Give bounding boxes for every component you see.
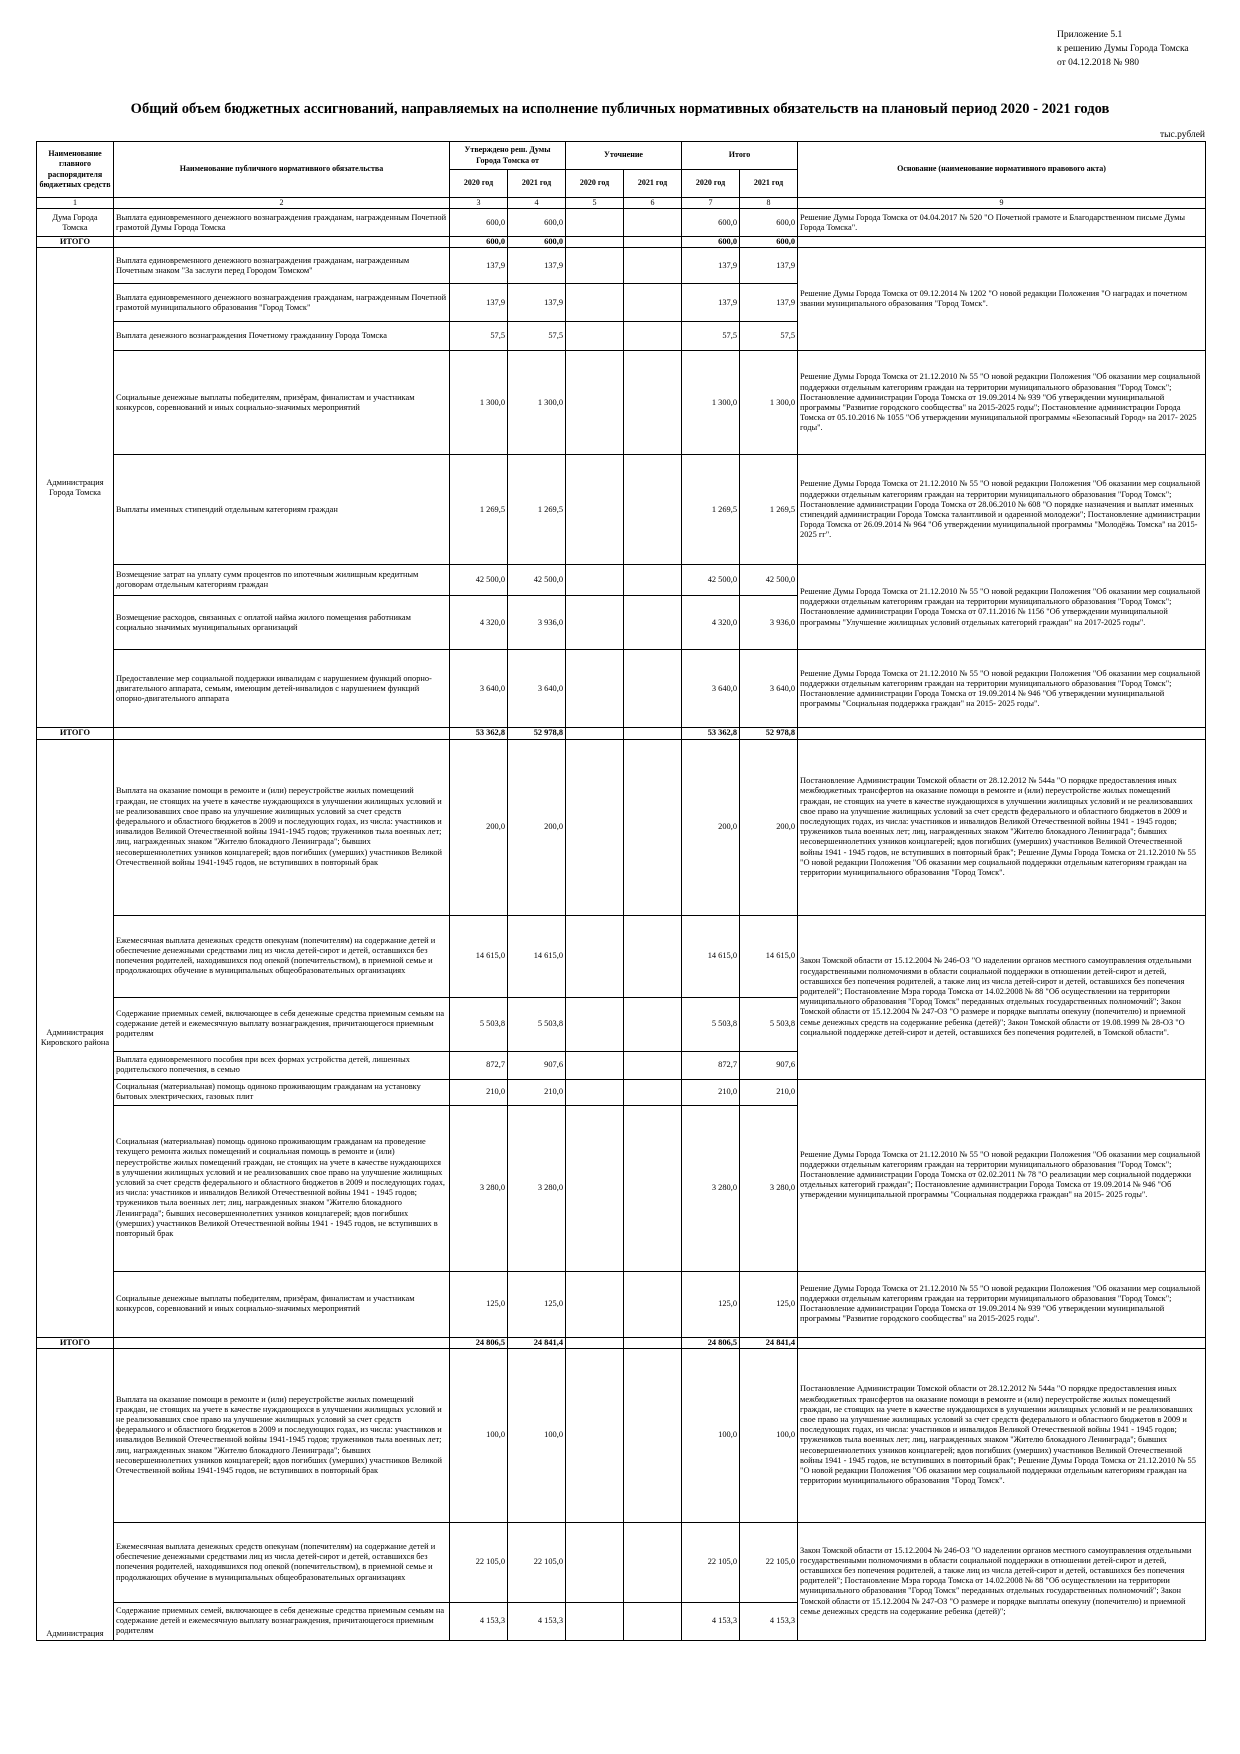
approved-2020: 125,0 xyxy=(450,1271,508,1337)
total-2020: 1 269,5 xyxy=(682,455,740,565)
total-2020: 600,0 xyxy=(682,209,740,237)
approved-2021: 1 269,5 xyxy=(508,455,566,565)
approved-2021: 907,6 xyxy=(508,1051,566,1079)
obligation-name: Социальные денежные выплаты победителям, призёрам, финалистам и участникам конкурсов, соревнований и иных социально-значимых мероприятий xyxy=(114,351,450,455)
header-clarification: Уточнение xyxy=(566,142,682,170)
column-number: 9 xyxy=(798,198,1206,209)
sum-total-2021: 52 978,8 xyxy=(740,728,798,739)
column-number: 8 xyxy=(740,198,798,209)
header-total: Итого xyxy=(682,142,798,170)
header-year: 2020 год xyxy=(566,170,624,198)
column-number: 3 xyxy=(450,198,508,209)
total-2020: 22 105,0 xyxy=(682,1522,740,1602)
basis-text: Постановление Администрации Томской области от 28.12.2012 № 544а "О порядке предоставления иных межбюджетных трансфертов на оказание помощи в ремонте и (или) переустройстве жилых помещений граждан, не стоящих на учете в качестве нуждающихся в улучшении жилищных условий и не реализовавших свое право на улучшение жилищных условий за счет средств федерального и областного бюджетов в 2009 и последующих годах, из числа: участников и инвалидов Великой Отечественной войны 1941 - 1945 годов; тружеников тыла военных лет; лиц, награжденных знаком "Жителю блокадного Ленинграда"; бывших несовершеннолетних узников концлагерей; вдов погибших (умерших) участников Великой Отечественной войны 1941 - 1945 годов, не вступивших в повторный брак"; Решение Думы Города Томска от 21.12.2010 № 55 "О новой редакции Положения "Об оказании мер социальной поддержки отдельным категориям граждан на территории муниципального образования "Город Томск". xyxy=(798,739,1206,915)
total-2021: 42 500,0 xyxy=(740,565,798,596)
sum-approved-2020: 600,0 xyxy=(450,237,508,248)
sum-total-2020: 53 362,8 xyxy=(682,728,740,739)
org-name: Дума Города Томска xyxy=(37,209,114,237)
obligation-name: Социальная (материальная) помощь одиноко проживающим гражданам на проведение текущего ремонта жилых помещений и социальная помощь в ремонте и (или) переустройстве жилых помещений граждан, не стоящих на учете в качестве нуждающихся в улучшении жилищных условий и не реализовавших свое право на улучшение жилищных условий за счет средств федерального и областного бюджетов в 2009 и последующих годах, из числа: участников и инвалидов Великой Отечественной войны 1941 - 1945 годов; тружеников тыла военных лет; лиц, награжденных знаком "Жителю блокадного Ленинграда"; бывших несовершеннолетних узников концлагерей; вдов погибших (умерших) участников Великой Отечественной войны 1941 - 1945 годов, не вступивших в повторный брак xyxy=(114,1105,450,1271)
total-2020: 210,0 xyxy=(682,1079,740,1105)
total-2021: 14 615,0 xyxy=(740,915,798,997)
obligation-name: Социальная (материальная) помощь одиноко проживающим гражданам на установку бытовых электрических, газовых плит xyxy=(114,1079,450,1105)
column-number: 2 xyxy=(114,198,450,209)
basis-text: Закон Томской области от 15.12.2004 № 246-ОЗ "О наделении органов местного самоуправления отдельными государственными полномочиями в области социальной поддержки в отношении детей-сирот и детей, оставшихся без попечения родителей, а также лиц из числа детей-сирот и детей, оставшихся без попечения родителей"; Постановление Мэра города Томска от 14.02.2008 № 88 "Об осуществлении на территории муниципального образования "Город Томск" переданных отдельных государственных полномочий"; Закон Томской области от 15.12.2004 № 247-ОЗ "О размере и порядке выплаты опекуну (попечителю) и приемной семье денежных средств на содержание ребенка (детей)"; Закон Томской области от 19.08.1999 № 28-ОЗ "О социальной поддержке детей-сирот и детей, оставшихся без попечения родителей, в Томской области". xyxy=(798,915,1206,1079)
approved-2021: 1 300,0 xyxy=(508,351,566,455)
total-2020: 14 615,0 xyxy=(682,915,740,997)
approved-2020: 3 640,0 xyxy=(450,650,508,728)
basis-text: Постановление Администрации Томской области от 28.12.2012 № 544а "О порядке предоставления иных межбюджетных трансфертов на оказание помощи в ремонте и (или) переустройстве жилых помещений граждан, не стоящих на учете в качестве нуждающихся в улучшении жилищных условий и не реализовавших свое право на улучшение жилищных условий за счет средств федерального и областного бюджетов в 2009 и последующих годах, из числа: участников и инвалидов Великой Отечественной войны 1941 - 1945 годов; тружеников тыла военных лет; лиц, награжденных знаком "Жителю блокадного Ленинграда"; бывших несовершеннолетних узников концлагерей; вдов погибших (умерших) участников Великой Отечественной войны 1941 - 1945 годов, не вступивших в повторный брак"; Решение Думы Города Томска от 21.12.2010 № 55 "О новой редакции Положения "Об оказании мер социальной поддержки отдельным категориям граждан на территории муниципального образования "Город Томск". xyxy=(798,1348,1206,1522)
obligation-name: Социальные денежные выплаты победителям, призёрам, финалистам и участникам конкурсов, соревнований и иных социально-значимых мероприятий xyxy=(114,1271,450,1337)
sum-approved-2020: 24 806,5 xyxy=(450,1337,508,1348)
total-2020: 3 280,0 xyxy=(682,1105,740,1271)
total-label: ИТОГО xyxy=(37,237,114,248)
org-name: Администрация xyxy=(37,1348,114,1640)
table-row xyxy=(37,1522,1206,1602)
sum-total-2020: 600,0 xyxy=(682,237,740,248)
total-2020: 57,5 xyxy=(682,322,740,351)
total-2021: 3 280,0 xyxy=(740,1105,798,1271)
org-name: Администрация Города Томска xyxy=(37,248,114,728)
approved-2020: 5 503,8 xyxy=(450,997,508,1051)
approved-2020: 14 615,0 xyxy=(450,915,508,997)
header-year: 2021 год xyxy=(508,170,566,198)
total-2021: 1 269,5 xyxy=(740,455,798,565)
approved-2020: 137,9 xyxy=(450,284,508,322)
total-2021: 3 936,0 xyxy=(740,596,798,650)
total-row xyxy=(37,728,1206,739)
header-obligation: Наименование публичного нормативного обязательства xyxy=(114,142,450,198)
column-number: 6 xyxy=(624,198,682,209)
total-2021: 600,0 xyxy=(740,209,798,237)
total-2020: 872,7 xyxy=(682,1051,740,1079)
total-2020: 1 300,0 xyxy=(682,351,740,455)
obligation-name: Выплата единовременного денежного вознаграждения гражданам, награжденным Почетным знаком "За заслуги перед Городом Томском" xyxy=(114,248,450,284)
total-2020: 5 503,8 xyxy=(682,997,740,1051)
approved-2021: 210,0 xyxy=(508,1079,566,1105)
total-2021: 100,0 xyxy=(740,1348,798,1522)
header-year: 2020 год xyxy=(450,170,508,198)
total-2021: 210,0 xyxy=(740,1079,798,1105)
approved-2020: 600,0 xyxy=(450,209,508,237)
table-row xyxy=(37,650,1206,728)
approved-2020: 210,0 xyxy=(450,1079,508,1105)
table-row xyxy=(37,1348,1206,1522)
obligation-name: Выплата единовременного пособия при всех формах устройства детей, лишенных родительского попечения, в семью xyxy=(114,1051,450,1079)
table-row xyxy=(37,455,1206,565)
total-row xyxy=(37,237,1206,248)
total-2021: 137,9 xyxy=(740,248,798,284)
appendix-note xyxy=(1057,28,1189,70)
approved-2021: 42 500,0 xyxy=(508,565,566,596)
column-number: 1 xyxy=(37,198,114,209)
basis-text: Решение Думы Города Томска от 21.12.2010 № 55 "О новой редакции Положения "Об оказании мер социальной поддержки отдельным категориям граждан на территории муниципального образования "Город Томск"; Постановление администрации Города Томска от 07.11.2016 № 1156 "Об утверждении муниципальной программы "Улучшение жилищных условий отдельных категорий граждан" на 2017-2025 годы". xyxy=(798,565,1206,650)
sum-approved-2021: 24 841,4 xyxy=(508,1337,566,1348)
column-number: 7 xyxy=(682,198,740,209)
total-2021: 57,5 xyxy=(740,322,798,351)
basis-text: Решение Думы Города Томска от 09.12.2014 № 1202 "О новой редакции Положения "О наградах и почетном звании муниципального образования "Город Томск". xyxy=(798,248,1206,351)
org-name: Администрация Кировского района xyxy=(37,739,114,1337)
approved-2020: 200,0 xyxy=(450,739,508,915)
appendix-line: от 04.12.2018 № 980 xyxy=(1057,58,1139,68)
obligation-name: Возмещение затрат на уплату сумм процентов по ипотечным жилищным кредитным договорам отдельным категориям граждан xyxy=(114,565,450,596)
page-title: Общий объем бюджетных ассигнований, направляемых на исполнение публичных нормативных обязательств на плановый период 2020 - 2021 годов xyxy=(130,101,1110,117)
sum-approved-2020: 53 362,8 xyxy=(450,728,508,739)
table-row xyxy=(37,915,1206,997)
obligation-name: Выплата денежного вознаграждения Почетному гражданину Города Томска xyxy=(114,322,450,351)
total-2020: 42 500,0 xyxy=(682,565,740,596)
approved-2021: 137,9 xyxy=(508,248,566,284)
table-row xyxy=(37,565,1206,596)
header-grbs: Наименование главного распорядителя бюджетных средств xyxy=(37,142,114,198)
approved-2020: 4 320,0 xyxy=(450,596,508,650)
total-2021: 200,0 xyxy=(740,739,798,915)
basis-text: Решение Думы Города Томска от 04.04.2017 № 520 "О Почетной грамоте и Благодарственном письме Думы Города Томска". xyxy=(798,209,1206,237)
sum-total-2020: 24 806,5 xyxy=(682,1337,740,1348)
approved-2021: 600,0 xyxy=(508,209,566,237)
approved-2020: 872,7 xyxy=(450,1051,508,1079)
appendix-line: Приложение 5.1 xyxy=(1057,30,1123,40)
approved-2021: 3 640,0 xyxy=(508,650,566,728)
total-2021: 125,0 xyxy=(740,1271,798,1337)
approved-2020: 42 500,0 xyxy=(450,565,508,596)
obligation-name: Возмещение расходов, связанных с оплатой найма жилого помещения работникам социально значимых муниципальных организаций xyxy=(114,596,450,650)
total-2020: 137,9 xyxy=(682,248,740,284)
units-label: тыс.рублей xyxy=(1159,130,1205,140)
approved-2020: 57,5 xyxy=(450,322,508,351)
total-2021: 907,6 xyxy=(740,1051,798,1079)
total-2021: 4 153,3 xyxy=(740,1602,798,1640)
obligation-name: Выплата на оказание помощи в ремонте и (или) переустройстве жилых помещений граждан, не стоящих на учете в качестве нуждающихся в улучшении жилищных условий и не реализовавших свое право на улучшение жилищных условий за счет средств федерального и областного бюджетов в 2009 и последующих годах, из числа: участников и инвалидов Великой Отечественной войны 1941-1945 годов; тружеников тыла военных лет; лиц, награжденных знаком "Жителю блокадного Ленинграда"; бывших несовершеннолетних узников концлагерей; вдов погибших (умерших) участников Великой Отечественной войны 1941-1945 годов, не вступивших в повторный брак xyxy=(114,1348,450,1522)
total-2020: 4 320,0 xyxy=(682,596,740,650)
total-2021: 3 640,0 xyxy=(740,650,798,728)
approved-2021: 3 280,0 xyxy=(508,1105,566,1271)
header-year: 2020 год xyxy=(682,170,740,198)
column-number: 4 xyxy=(508,198,566,209)
total-2020: 4 153,3 xyxy=(682,1602,740,1640)
sum-total-2021: 24 841,4 xyxy=(740,1337,798,1348)
approved-2021: 5 503,8 xyxy=(508,997,566,1051)
obligation-name: Выплата единовременного денежного вознаграждения гражданам, награжденным Почетной грамотой Думы Города Томска xyxy=(114,209,450,237)
obligation-name: Выплата единовременного денежного вознаграждения гражданам, награжденным Почетной грамотой муниципального образования "Город Томск" xyxy=(114,284,450,322)
appendix-line: к решению Думы Города Томска xyxy=(1057,44,1189,54)
header-year: 2021 год xyxy=(740,170,798,198)
basis-text: Решение Думы Города Томска от 21.12.2010 № 55 "О новой редакции Положения "Об оказании мер социальной поддержки отдельным категориям граждан на территории муниципального образования "Город Томск"; Постановление администрации Города Томска от 19.09.2014 № 939 "Об утверждении муниципальной программы "Развитие городского сообщества" на 2015-2025 годы". xyxy=(798,1271,1206,1337)
header-year: 2021 год xyxy=(624,170,682,198)
basis-text: Решение Думы Города Томска от 21.12.2010 № 55 "О новой редакции Положения "Об оказании мер социальной поддержки отдельным категориям граждан на территории муниципального образования "Город Томск"; Постановление администрации Города Томска от 02.02.2011 № 78 "О реализации мер социальной поддержки отдельных категорий граждан"; Постановление администрации Города Томска от 19.09.2014 № 946 "Об утверждении муниципальной программы "Социальная поддержка граждан" на 2015- 2025 годы". xyxy=(798,1079,1206,1271)
header-basis: Основание (наименование нормативного правового акта) xyxy=(798,142,1206,198)
total-row xyxy=(37,1337,1206,1348)
approved-2020: 137,9 xyxy=(450,248,508,284)
approved-2021: 14 615,0 xyxy=(508,915,566,997)
total-2020: 125,0 xyxy=(682,1271,740,1337)
column-number: 5 xyxy=(566,198,624,209)
table-row xyxy=(37,1271,1206,1337)
total-2020: 100,0 xyxy=(682,1348,740,1522)
approved-2020: 1 269,5 xyxy=(450,455,508,565)
total-2021: 1 300,0 xyxy=(740,351,798,455)
header-approved: Утверждено реш. Думы Города Томска от xyxy=(450,142,566,170)
basis-text: Решение Думы Города Томска от 21.12.2010 № 55 "О новой редакции Положения "Об оказании мер социальной поддержки отдельным категориям граждан на территории муниципального образования "Город Томск"; Постановление администрации Города Томска от 19.09.2014 № 939 "Об утверждении муниципальной программы "Развитие городского сообщества" на 2015-2025 годы"; Постановление администрации Города Томска от 05.10.2016 № 1055 "Об утверждении муниципальной программы «Безопасный Город» на 2017- 2025 годы". xyxy=(798,351,1206,455)
obligation-name: Выплата на оказание помощи в ремонте и (или) переустройстве жилых помещений граждан, не стоящих на учете в качестве нуждающихся в улучшении жилищных условий и не реализовавших свое право на улучшение жилищных условий за счет средств федерального и областного бюджетов в 2009 и последующих годах, из числа: участников и инвалидов Великой Отечественной войны 1941-1945 годов; тружеников тыла военных лет; лиц, награжденных знаком "Жителю блокадного Ленинграда"; бывших несовершеннолетних узников концлагерей; вдов погибших (умерших) участников Великой Отечественной войны 1941-1945 годов, не вступивших в повторный брак xyxy=(114,739,450,915)
total-label: ИТОГО xyxy=(37,728,114,739)
total-2021: 5 503,8 xyxy=(740,997,798,1051)
approved-2020: 100,0 xyxy=(450,1348,508,1522)
sum-total-2021: 600,0 xyxy=(740,237,798,248)
total-2021: 137,9 xyxy=(740,284,798,322)
obligation-name: Выплаты именных стипендий отдельным категориям граждан xyxy=(114,455,450,565)
approved-2021: 4 153,3 xyxy=(508,1602,566,1640)
approved-2021: 100,0 xyxy=(508,1348,566,1522)
approved-2020: 22 105,0 xyxy=(450,1522,508,1602)
total-label: ИТОГО xyxy=(37,1337,114,1348)
basis-text: Решение Думы Города Томска от 21.12.2010 № 55 "О новой редакции Положения "Об оказании мер социальной поддержки отдельным категориям граждан на территории муниципального образования "Город Томск"; Постановление администрации Города Томска от 19.09.2014 № 946 "Об утверждении муниципальной программы "Социальная поддержка граждан" на 2015- 2025 годы". xyxy=(798,650,1206,728)
approved-2021: 57,5 xyxy=(508,322,566,351)
obligation-name: Ежемесячная выплата денежных средств опекунам (попечителям) на содержание детей и обеспечение денежными средствами лиц из числа детей-сирот и детей, оставшихся без попечения родителей, находившихся под опекой (попечительством), в приемной семье и продолжающих обучение в муниципальных общеобразовательных организациях xyxy=(114,1522,450,1602)
approved-2021: 3 936,0 xyxy=(508,596,566,650)
total-2020: 200,0 xyxy=(682,739,740,915)
sum-approved-2021: 52 978,8 xyxy=(508,728,566,739)
obligation-name: Предоставление мер социальной поддержки инвалидам с нарушением функций опорно-двигательного аппарата, семьям, имеющим детей-инвалидов с нарушением функций опорно-двигательного аппарата xyxy=(114,650,450,728)
approved-2020: 4 153,3 xyxy=(450,1602,508,1640)
basis-text: Закон Томской области от 15.12.2004 № 246-ОЗ "О наделении органов местного самоуправления отдельными государственными полномочиями в области социальной поддержки в отношении детей-сирот и детей, оставшихся без попечения родителей, а также лиц из числа детей-сирот и детей, оставшихся без попечения родителей"; Постановление Мэра города Томска от 14.02.2008 № 88 "Об осуществлении на территории муниципального образования "Город Томск" переданных отдельных государственных полномочий"; Закон Томской области от 15.12.2004 № 247-ОЗ "О размере и порядке выплаты опекуну (попечителю) и приемной семье денежных средств на содержание ребенка (детей)"; xyxy=(798,1522,1206,1640)
basis-text: Решение Думы Города Томска от 21.12.2010 № 55 "О новой редакции Положения "Об оказании мер социальной поддержки отдельным категориям граждан на территории муниципального образования "Город Томск"; Постановление администрации Города Томска от 28.06.2010 № 608 "О порядке назначения и выплат именных стипендий администрации Города Томска талантливой и одаренной молодежи"; Постановление администрации Города Томска от 26.09.2014 № 964 "Об утверждении муниципальной программы "Молодёжь Томска" на 2015-2025 гг". xyxy=(798,455,1206,565)
sum-approved-2021: 600,0 xyxy=(508,237,566,248)
budget-table xyxy=(36,141,1206,1641)
total-2020: 3 640,0 xyxy=(682,650,740,728)
table-row xyxy=(37,209,1206,237)
approved-2020: 3 280,0 xyxy=(450,1105,508,1271)
total-2020: 137,9 xyxy=(682,284,740,322)
approved-2021: 137,9 xyxy=(508,284,566,322)
approved-2021: 125,0 xyxy=(508,1271,566,1337)
obligation-name: Содержание приемных семей, включающее в себя денежные средства приемным семьям на содержание детей и ежемесячную выплату вознаграждения, причитающегося приемным родителям xyxy=(114,1602,450,1640)
approved-2021: 200,0 xyxy=(508,739,566,915)
table-row xyxy=(37,739,1206,915)
table-row xyxy=(37,351,1206,455)
approved-2020: 1 300,0 xyxy=(450,351,508,455)
table-row xyxy=(37,1079,1206,1105)
obligation-name: Содержание приемных семей, включающее в себя денежные средства приемным семьям на содержание детей и ежемесячную выплату вознаграждения, причитающегося приемным родителям xyxy=(114,997,450,1051)
obligation-name: Ежемесячная выплата денежных средств опекунам (попечителям) на содержание детей и обеспечение денежными средствами лиц из числа детей-сирот и детей, оставшихся без попечения родителей, находившихся под опекой (попечительством), в приемной семье и продолжающих обучение в муниципальных общеобразовательных организациях xyxy=(114,915,450,997)
total-2021: 22 105,0 xyxy=(740,1522,798,1602)
approved-2021: 22 105,0 xyxy=(508,1522,566,1602)
table-row xyxy=(37,248,1206,284)
